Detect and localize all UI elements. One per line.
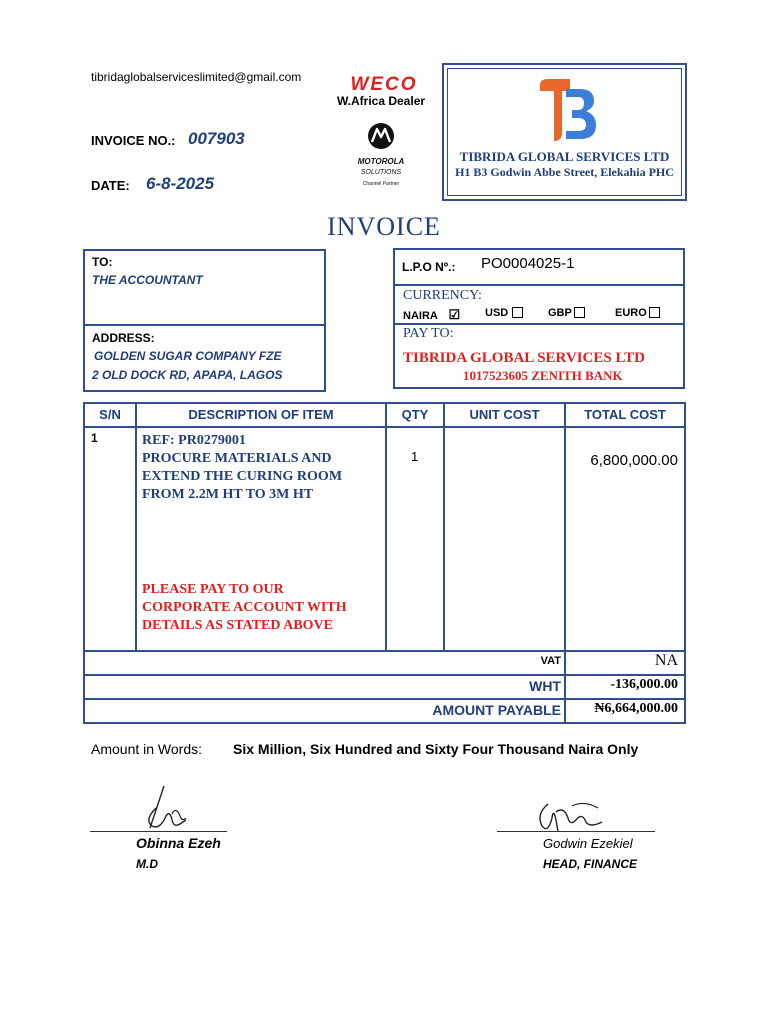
row-desc-line1: PROCURE MATERIALS AND [142, 451, 332, 466]
currency-option-gbp[interactable] [548, 307, 585, 319]
currency-gbp-label: GBP [548, 307, 572, 319]
col-header-unit-cost: UNIT COST [469, 407, 540, 422]
row-note-line2: CORPORATE ACCOUNT WITH [142, 600, 347, 615]
pay-to-name: TIBRIDA GLOBAL SERVICES LTD [403, 350, 645, 366]
currency-euro-label: EURO [615, 307, 647, 319]
document-title: INVOICE [327, 212, 441, 241]
col-header-description: DESCRIPTION OF ITEM [188, 407, 334, 422]
row-ref: REF: PR0279001 [142, 433, 246, 448]
usd-checkbox[interactable] [512, 307, 523, 318]
to-value: THE ACCOUNTANT [92, 273, 203, 287]
currency-naira-label: NAIRA [403, 310, 438, 322]
invoice-no: 007903 [188, 129, 245, 148]
weco-logo-text: WECO [350, 74, 418, 95]
row-note-line1: PLEASE PAY TO OUR [142, 582, 284, 597]
currency-option-usd[interactable] [485, 307, 523, 319]
amount-in-words: Six Million, Six Hundred and Sixty Four Thousand Naira Only [233, 741, 639, 757]
lpo-box [393, 248, 685, 286]
motorola-name: MOTOROLA [357, 157, 405, 166]
currency-option-euro[interactable] [615, 307, 660, 319]
to-label: TO: [92, 255, 113, 269]
row-sn: 1 [91, 431, 98, 445]
motorola-partner: Channel Partner [362, 181, 400, 187]
pay-to-box [393, 323, 685, 389]
col-header-sn: S/N [99, 407, 121, 422]
row-total-cost: 6,800,000.00 [590, 452, 678, 469]
address-line2: 2 OLD DOCK RD, APAPA, LAGOS [92, 368, 283, 382]
md-name: Obinna Ezeh [136, 835, 221, 851]
address-box [83, 324, 326, 392]
col-header-total-cost: TOTAL COST [584, 407, 666, 422]
amount-payable-label: AMOUNT PAYABLE [432, 702, 561, 718]
vat-value: NA [654, 652, 678, 669]
amount-payable-value: ₦6,664,000.00 [594, 701, 678, 716]
address-label: ADDRESS: [92, 331, 155, 345]
lpo-label: L.P.O Nº.: [402, 260, 456, 274]
md-role: M.D [136, 857, 158, 871]
euro-checkbox[interactable] [649, 307, 660, 318]
col-header-qty: QTY [401, 407, 429, 422]
company-box [442, 63, 687, 201]
motorola-logo [348, 122, 414, 194]
currency-usd-label: USD [485, 307, 509, 319]
pay-to-account: 1017523605 ZENITH BANK [463, 368, 623, 383]
tibrida-logo-icon [536, 75, 600, 145]
wht-label: WHT [529, 678, 561, 694]
motorola-sub: SOLUTIONS [360, 169, 402, 176]
md-signature [120, 780, 200, 832]
company-name: TIBRIDA GLOBAL SERVICES LTD [459, 149, 670, 164]
row-desc-line3: FROM 2.2M HT TO 3M HT [142, 487, 314, 502]
vat-label: VAT [540, 655, 561, 667]
items-table [83, 402, 686, 724]
invoice-no-label: INVOICE NO.: [91, 133, 176, 148]
currency-box [393, 284, 685, 325]
to-box [83, 249, 326, 326]
date-label: DATE: [91, 178, 130, 193]
naira-checkbox[interactable]: ☑ [448, 307, 461, 322]
address-line1: GOLDEN SUGAR COMPANY FZE [94, 349, 282, 363]
finance-role: HEAD, FINANCE [543, 857, 638, 871]
pay-to-label: PAY TO: [403, 326, 454, 341]
weco-logo [344, 73, 424, 95]
row-note-line3: DETAILS AS STATED ABOVE [142, 618, 334, 633]
currency-option-naira[interactable] [403, 307, 460, 323]
wht-value: -136,000.00 [610, 677, 678, 692]
amount-in-words-label: Amount in Words: [91, 741, 203, 757]
company-email: tibridaglobalserviceslimited@gmail.com [91, 70, 302, 84]
finance-name: Godwin Ezekiel [543, 836, 633, 851]
weco-caption: W.Africa Dealer [337, 94, 426, 108]
gbp-checkbox[interactable] [574, 307, 585, 318]
currency-label: CURRENCY: [403, 288, 482, 303]
invoice-date: 6-8-2025 [146, 174, 215, 193]
row-qty: 1 [411, 449, 419, 464]
row-desc-line2: EXTEND THE CURING ROOM [142, 469, 343, 484]
company-address: H1 B3 Godwin Abbe Street, Elekahia PHC [455, 165, 674, 179]
lpo-number: PO0004025-1 [481, 255, 575, 272]
